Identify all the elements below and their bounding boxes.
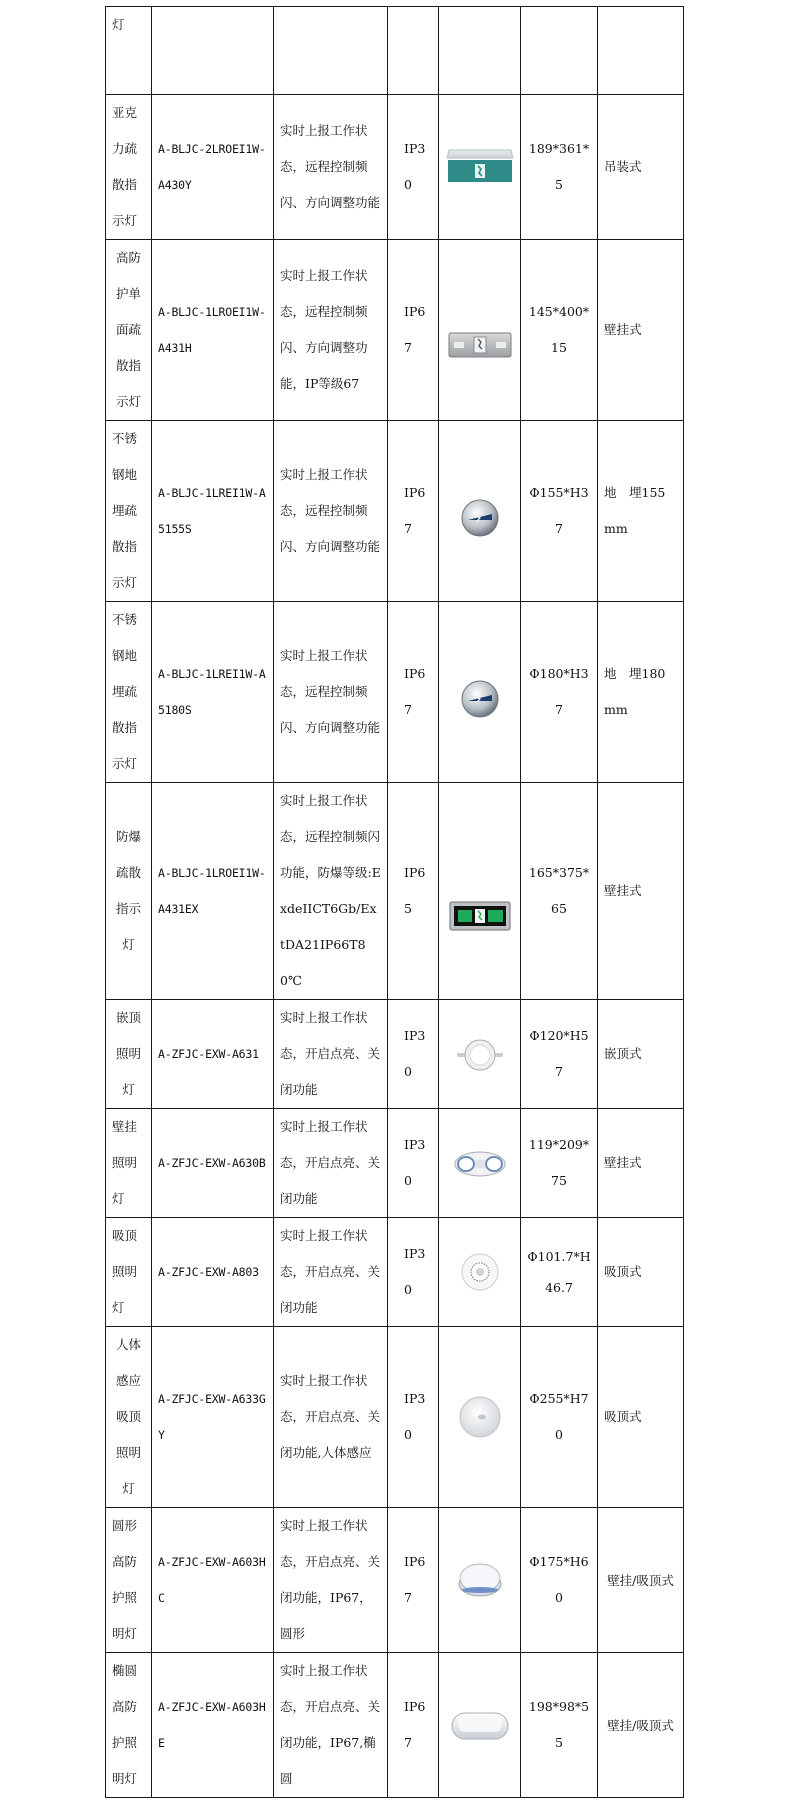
install-cell: 吸顶式 [598,1218,684,1327]
recessed-downlight-image [455,1038,505,1072]
size-cell: Φ255*H70 [521,1327,598,1508]
product-name-cell: 防爆疏散指示灯 [106,783,152,1000]
product-image-cell [439,1000,521,1109]
function-cell: 实时上报工作状态，远程控制频闪、方向调整功能 [274,602,388,783]
ip-rating-cell: IP65 [388,783,439,1000]
product-name-cell: 圆形高防护照明灯 [106,1508,152,1653]
product-image-cell [439,240,521,421]
install-cell: 吊装式 [598,95,684,240]
model-cell: A-ZFJC-EXW-A803 [152,1218,274,1327]
model-cell: A-BLJC-1LREI1W-A5180S [152,602,274,783]
twin-head-emergency-light-image [453,1149,507,1179]
install-cell: 壁挂式 [598,783,684,1000]
ceiling-light-image [460,1252,500,1292]
function-cell [274,7,388,95]
product-image-cell [439,1327,521,1508]
size-cell: 145*400*15 [521,240,598,421]
product-image-cell [439,95,521,240]
size-cell: Φ175*H60 [521,1508,598,1653]
ip-rating-cell: IP30 [388,1218,439,1327]
product-name-cell: 亚克力疏散指示灯 [106,95,152,240]
size-cell: 119*209*75 [521,1109,598,1218]
install-cell: 壁挂式 [598,240,684,421]
product-name-cell: 不锈钢地埋疏散指示灯 [106,602,152,783]
install-cell: 壁挂/吸顶式 [598,1508,684,1653]
model-cell: A-BLJC-1LROEI1W-A431H [152,240,274,421]
ip-rating-cell: IP67 [388,602,439,783]
size-cell: 189*361*5 [521,95,598,240]
product-image-cell [439,1109,521,1218]
product-name-cell: 嵌顶照明灯 [106,1000,152,1109]
acrylic-exit-sign-image [445,148,515,186]
round-dome-light-image [458,1395,502,1439]
table-row [106,1508,684,1653]
install-cell: 吸顶式 [598,1327,684,1508]
size-cell: Φ101.7*H46.7 [521,1218,598,1327]
explosion-proof-exit-sign-image [449,901,511,931]
product-name-cell: 灯 [106,7,152,95]
size-cell: Φ155*H37 [521,421,598,602]
ip-rating-cell: IP67 [388,1653,439,1798]
product-name-cell: 人体感应吸顶照明灯 [106,1327,152,1508]
install-cell: 嵌顶式 [598,1000,684,1109]
table-row [106,602,684,783]
model-cell: A-ZFJC-EXW-A630B [152,1109,274,1218]
ip-rating-cell: IP30 [388,95,439,240]
model-cell: A-ZFJC-EXW-A603HC [152,1508,274,1653]
install-cell [598,7,684,95]
model-cell: A-ZFJC-EXW-A633GY [152,1327,274,1508]
table-row [106,95,684,240]
size-cell: Φ120*H57 [521,1000,598,1109]
size-cell [521,7,598,95]
install-cell: 地 埋155mm [598,421,684,602]
table-row [106,240,684,421]
product-image-cell [439,1218,521,1327]
table-row [106,783,684,1000]
table-row [106,1000,684,1109]
product-image-cell [439,421,521,602]
ip-rating-cell [388,7,439,95]
product-image-cell [439,1653,521,1798]
product-name-cell: 椭圆高防护照明灯 [106,1653,152,1798]
install-cell: 壁挂/吸顶式 [598,1653,684,1798]
install-cell: 地 埋180mm [598,602,684,783]
model-cell: A-ZFJC-EXW-A603HE [152,1653,274,1798]
ip-rating-cell: IP30 [388,1000,439,1109]
model-cell: A-BLJC-2LROEI1W-A430Y [152,95,274,240]
size-cell: 165*375*65 [521,783,598,1000]
install-cell: 壁挂式 [598,1109,684,1218]
ip-rating-cell: IP30 [388,1109,439,1218]
table-row [106,7,684,95]
table-row [106,1218,684,1327]
inground-round-light-image [460,498,500,538]
product-image-cell [439,1508,521,1653]
function-cell: 实时上报工作状态，开启点亮、关闭功能,人体感应 [274,1327,388,1508]
model-cell: A-ZFJC-EXW-A631 [152,1000,274,1109]
size-cell: Φ180*H37 [521,602,598,783]
function-cell: 实时上报工作状态，开启点亮、关闭功能，IP67，圆形 [274,1508,388,1653]
table-row [106,1109,684,1218]
model-cell: A-BLJC-1LREI1W-A5155S [152,421,274,602]
function-cell: 实时上报工作状态，开启点亮、关闭功能 [274,1109,388,1218]
function-cell: 实时上报工作状态，远程控制频闪、方向调整功能 [274,421,388,602]
ip-rating-cell: IP67 [388,421,439,602]
function-cell: 实时上报工作状态，远程控制频闪、方向调整功能，IP等级67 [274,240,388,421]
product-spec-table [105,6,684,1798]
function-cell: 实时上报工作状态，远程控制频闪、方向调整功能 [274,95,388,240]
size-cell: 198*98*55 [521,1653,598,1798]
table-row [106,1653,684,1798]
inground-round-light-image [460,679,500,719]
function-cell: 实时上报工作状态，远程控制频闪功能，防爆等级:ExdeIICT6Gb/ExtDA21IP66T80℃ [274,783,388,1000]
ip-rating-cell: IP67 [388,240,439,421]
function-cell: 实时上报工作状态，开启点亮、关闭功能，IP67,椭圆 [274,1653,388,1798]
table-row [106,421,684,602]
product-image-cell [439,783,521,1000]
product-name-cell: 高防护单面疏散指示灯 [106,240,152,421]
oval-bulkhead-light-image [450,1710,510,1742]
product-image-cell [439,7,521,95]
table-row [106,1327,684,1508]
high-protection-exit-sign-image [448,330,512,360]
ip-rating-cell: IP67 [388,1508,439,1653]
function-cell: 实时上报工作状态，开启点亮、关闭功能 [274,1000,388,1109]
model-cell: A-BLJC-1LROEI1W-A431EX [152,783,274,1000]
function-cell: 实时上报工作状态，开启点亮、关闭功能 [274,1218,388,1327]
product-image-cell [439,602,521,783]
round-bulkhead-light-image [457,1560,503,1600]
model-cell [152,7,274,95]
product-name-cell: 壁挂照明灯 [106,1109,152,1218]
product-name-cell: 不锈钢地埋疏散指示灯 [106,421,152,602]
ip-rating-cell: IP30 [388,1327,439,1508]
product-name-cell: 吸顶照明灯 [106,1218,152,1327]
